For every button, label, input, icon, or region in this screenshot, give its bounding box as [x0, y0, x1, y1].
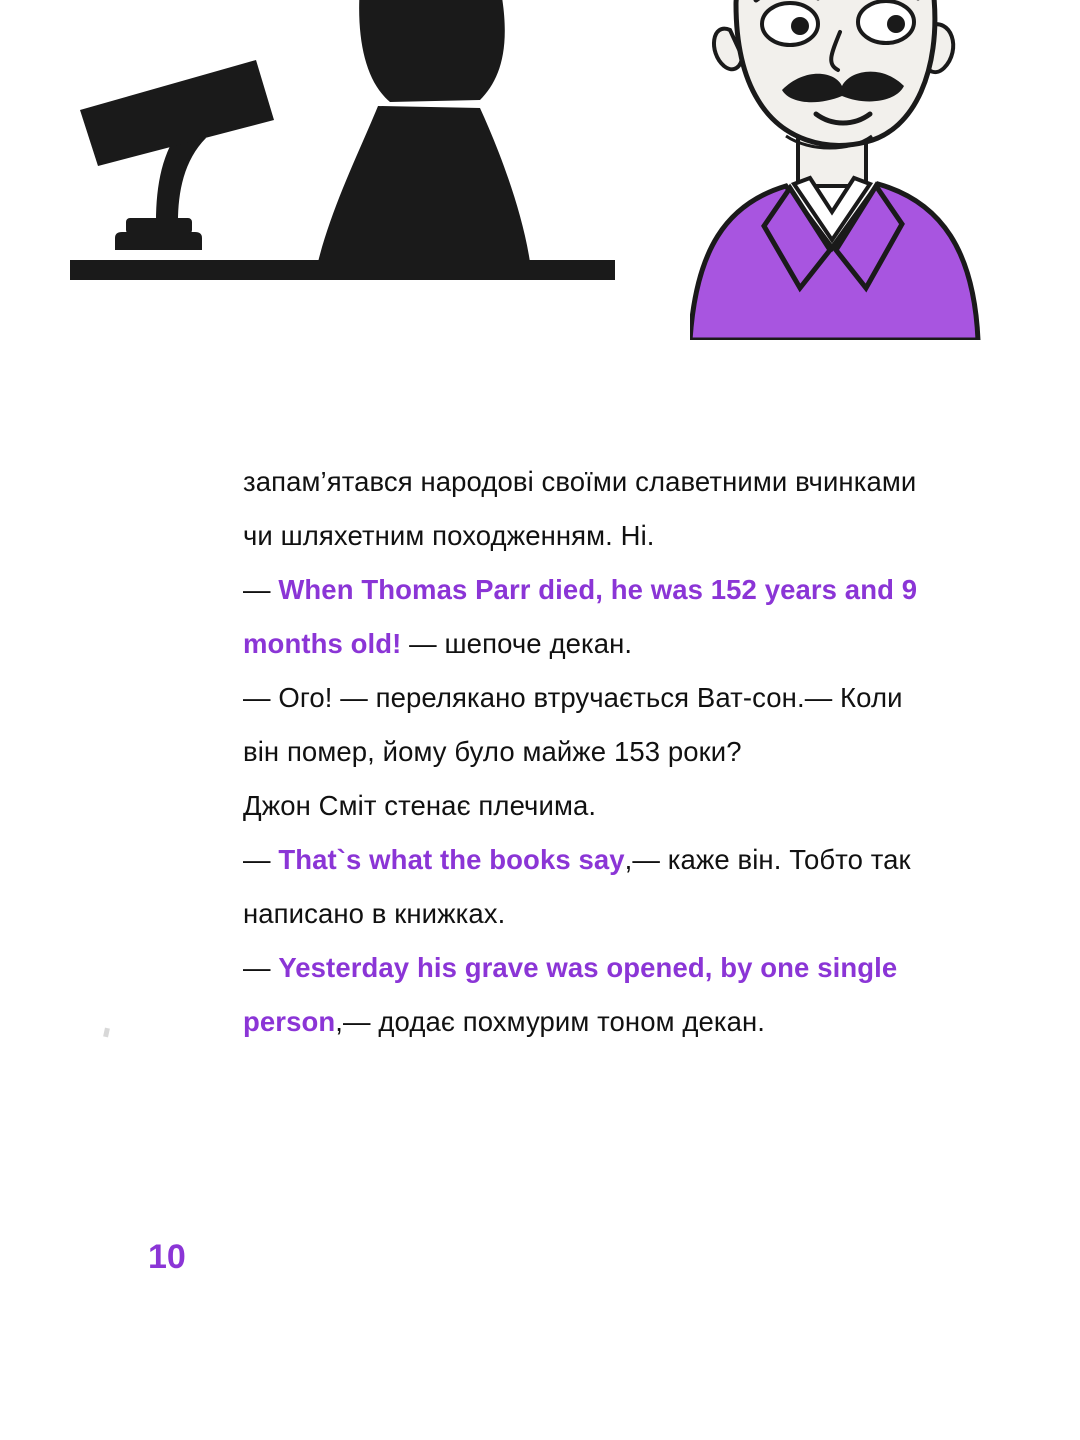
- english-phrase-1a: When Thomas Parr died, he was: [278, 574, 704, 605]
- paragraph-2: [243, 563, 923, 671]
- english-phrase-3b: one single person: [243, 952, 898, 1037]
- line-10-uk: ,— каже він.: [624, 844, 782, 875]
- line-13-uk: ,— додає похмурим: [335, 1006, 590, 1037]
- line-4-uk: — шепоче: [401, 628, 542, 659]
- line-8: 153 роки?: [613, 736, 742, 767]
- paragraph-5: [243, 833, 923, 941]
- paragraph-6: [243, 941, 923, 1049]
- english-phrase-3a: Yesterday his grave was opened, by: [278, 952, 753, 983]
- line-7: сон.— Коли він помер, йому було майже: [243, 682, 903, 767]
- dialogue-dash-3: —: [243, 952, 279, 983]
- line-6: — Ого! — перелякано втручається Ват-: [243, 682, 753, 713]
- line-14: тоном декан.: [597, 1006, 766, 1037]
- line-9: Джон Сміт стенає плечима.: [243, 790, 597, 821]
- book-illustration: [0, 0, 1080, 330]
- line-2: вчинками чи шляхетним походженням. Ні.: [243, 466, 917, 551]
- paper-speck: [103, 1028, 110, 1038]
- english-phrase-2: That`s what the books say: [278, 844, 625, 875]
- seated-figure-silhouette: [60, 0, 620, 320]
- line-1: запам’ятався народові своїми славетними: [243, 466, 788, 497]
- line-5: декан.: [549, 628, 633, 659]
- mustached-man-in-purple-jacket: [690, 0, 1010, 340]
- dialogue-dash: —: [243, 574, 279, 605]
- page-number: 10: [148, 1238, 186, 1276]
- dialogue-dash-2: —: [243, 844, 279, 875]
- body-text: [243, 455, 923, 1049]
- line-11: Тобто так написано в книжках.: [243, 844, 911, 929]
- paragraph-3: [243, 671, 923, 779]
- english-phrase-1b: 152 years and 9 months old!: [243, 574, 918, 659]
- paragraph-1: [243, 455, 923, 563]
- paragraph-4: [243, 779, 923, 833]
